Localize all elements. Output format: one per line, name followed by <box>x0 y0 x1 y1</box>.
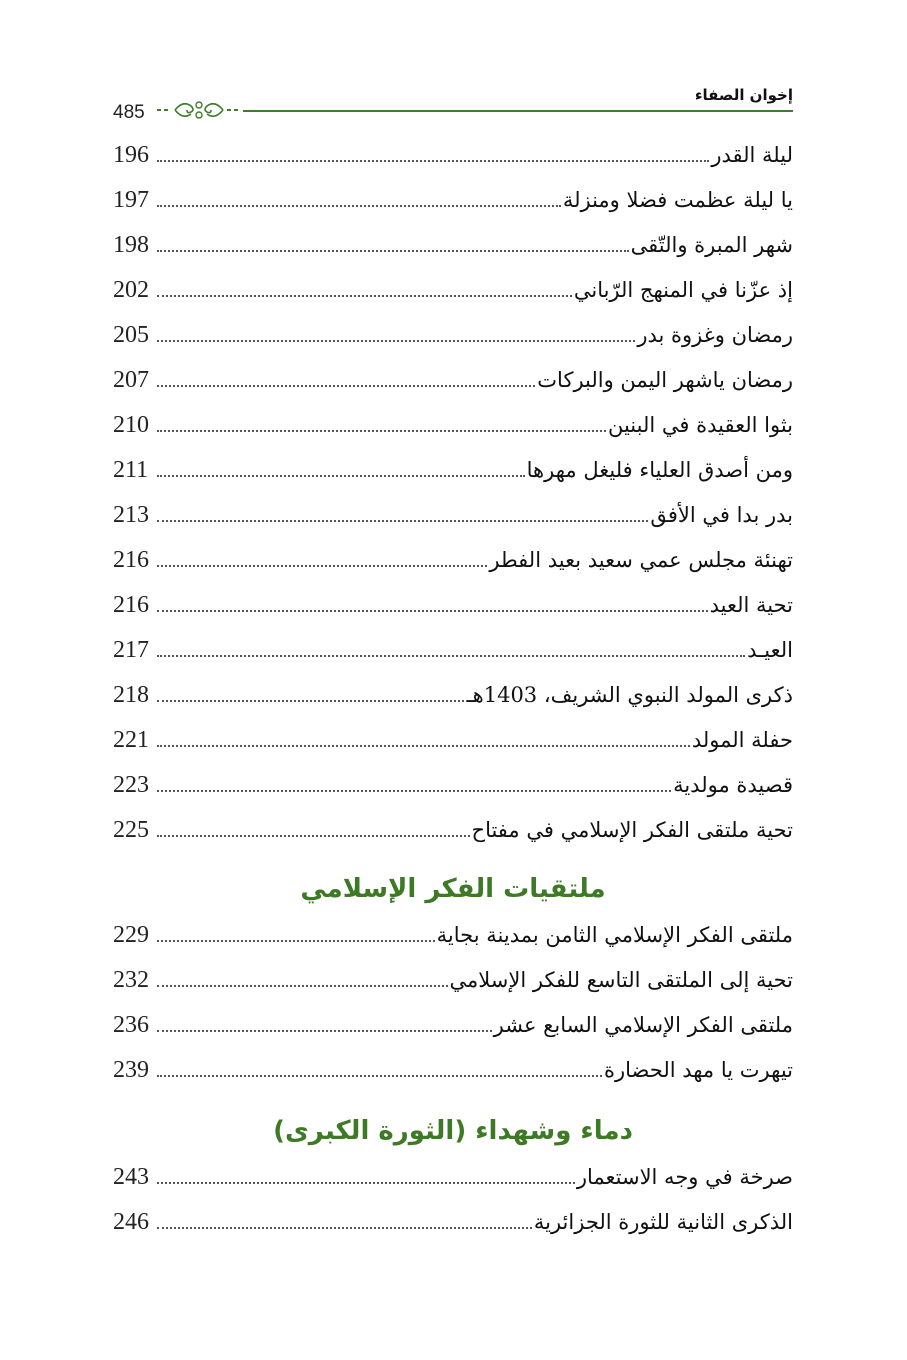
toc-entry[interactable] <box>113 187 793 227</box>
toc-entry-title: ملتقى الفكر الإسلامي الثامن بمدينة بجاية <box>436 923 793 947</box>
toc-leader-dots <box>157 744 690 747</box>
toc-entry[interactable] <box>113 727 793 767</box>
scroll-ornament-icon <box>157 98 241 122</box>
toc-page-number: 213 <box>113 502 149 528</box>
toc-page-number: 196 <box>113 142 149 168</box>
toc-entry[interactable] <box>113 592 793 632</box>
toc-leader-dots <box>157 429 606 432</box>
toc-leader-dots <box>157 294 572 297</box>
toc-leader-dots <box>157 1226 532 1229</box>
toc-entry[interactable] <box>113 457 793 497</box>
section-heading: ملتقيات الفكر الإسلامي <box>300 874 606 904</box>
toc-leader-dots <box>157 339 635 342</box>
toc-entry-title: تحية ملتقى الفكر الإسلامي في مفتاح <box>471 818 793 842</box>
toc-entry-title: صرخة في وجه الاستعمار <box>576 1165 793 1189</box>
book-title: إخوان الصفاء <box>694 86 793 104</box>
toc-page-number: 239 <box>113 1057 149 1083</box>
toc-page-number: 232 <box>113 967 149 993</box>
toc-entry[interactable] <box>113 637 793 677</box>
toc-entry[interactable] <box>113 142 793 182</box>
toc-entry-title: شهر المبرة والتّقى <box>630 233 793 257</box>
toc-entry[interactable] <box>113 322 793 362</box>
toc-entry[interactable] <box>113 1012 793 1052</box>
toc-leader-dots <box>157 654 745 657</box>
toc-page-number: 205 <box>113 322 149 348</box>
toc-page-number: 202 <box>113 277 149 303</box>
toc-leader-dots <box>157 249 629 252</box>
toc-leader-dots <box>157 789 671 792</box>
toc-entry-title: ليلة القدر <box>711 143 793 167</box>
toc-entry-title: قصيدة مولدية <box>673 773 793 797</box>
toc-entry-title: ومن أصدق العلياء فليغل مهرها <box>526 458 793 482</box>
toc-entry-title: ذكرى المولد النبوي الشريف، 1403هـ <box>466 683 793 707</box>
toc-entry-title: رمضان ياشهر اليمن والبركات <box>537 368 793 392</box>
section-heading: دماء وشهداء (الثورة الكبرى) <box>273 1116 633 1146</box>
toc-page-number: 216 <box>113 547 149 573</box>
toc-entry-title: العيـد <box>747 638 793 662</box>
toc-page-number: 236 <box>113 1012 149 1038</box>
toc-page-number: 221 <box>113 727 149 753</box>
toc-page-number: 246 <box>113 1209 149 1235</box>
toc-entry[interactable] <box>113 547 793 587</box>
toc-page-number: 216 <box>113 592 149 618</box>
toc-page-number: 218 <box>113 682 149 708</box>
toc-leader-dots <box>157 984 448 987</box>
toc-entry[interactable] <box>113 412 793 452</box>
toc-entry[interactable] <box>113 967 793 1007</box>
toc-entry[interactable] <box>113 502 793 542</box>
toc-entry[interactable] <box>113 1209 793 1249</box>
toc-leader-dots <box>157 564 487 567</box>
toc-leader-dots <box>157 159 709 162</box>
toc-entry[interactable] <box>113 922 793 962</box>
toc-entry-title: رمضان وغزوة بدر <box>637 323 793 347</box>
toc-page-number: 198 <box>113 232 149 258</box>
toc-page-number: 210 <box>113 412 149 438</box>
page-header <box>113 80 793 130</box>
toc-leader-dots <box>157 1074 602 1077</box>
header-rule <box>243 110 793 112</box>
toc-entry[interactable] <box>113 817 793 857</box>
toc-leader-dots <box>157 1181 575 1184</box>
toc-page-number: 207 <box>113 367 149 393</box>
toc-entry-title: بدر بدا في الأفق <box>650 503 793 527</box>
toc-leader-dots <box>157 939 435 942</box>
toc-leader-dots <box>157 519 648 522</box>
toc-entry[interactable] <box>113 1057 793 1097</box>
toc-entry-title: ملتقى الفكر الإسلامي السابع عشر <box>493 1013 793 1037</box>
toc-entry[interactable] <box>113 1164 793 1204</box>
toc-entry-title: بثوا العقيدة في البنين <box>607 413 793 437</box>
toc-entry[interactable] <box>113 232 793 272</box>
toc-entry-title: حفلة المولد <box>691 728 793 752</box>
toc-entry-title: تحية العيد <box>709 593 793 617</box>
toc-entry-title: تهنئة مجلس عمي سعيد بعيد الفطر <box>489 548 793 572</box>
toc-entry-title: الذكرى الثانية للثورة الجزائرية <box>533 1210 793 1234</box>
toc-entry-title: إذ عزّنا في المنهج الرّباني <box>573 278 793 302</box>
toc-page-number: 243 <box>113 1164 149 1190</box>
toc-leader-dots <box>157 204 561 207</box>
toc-page-number: 229 <box>113 922 149 948</box>
toc-page-number: 197 <box>113 187 149 213</box>
toc-entry-title: تحية إلى الملتقى التاسع للفكر الإسلامي <box>449 968 793 992</box>
toc-leader-dots <box>157 474 525 477</box>
toc-leader-dots <box>157 699 464 702</box>
toc-entry-title: يا ليلة عظمت فضلا ومنزلة <box>562 188 793 212</box>
toc-page-number: 217 <box>113 637 149 663</box>
toc-page-number: 225 <box>113 817 149 843</box>
toc-entry[interactable] <box>113 772 793 812</box>
toc-page-number: 223 <box>113 772 149 798</box>
toc-entry[interactable] <box>113 682 793 722</box>
toc-leader-dots <box>157 1029 492 1032</box>
page-number: 485 <box>113 102 145 123</box>
toc-entry[interactable] <box>113 277 793 317</box>
toc-leader-dots <box>157 609 708 612</box>
toc-entry-title: تيهرت يا مهد الحضارة <box>604 1058 793 1082</box>
toc-leader-dots <box>157 384 535 387</box>
toc-page-number: 211 <box>113 457 149 483</box>
toc-leader-dots <box>157 834 470 837</box>
toc-entry[interactable] <box>113 367 793 407</box>
